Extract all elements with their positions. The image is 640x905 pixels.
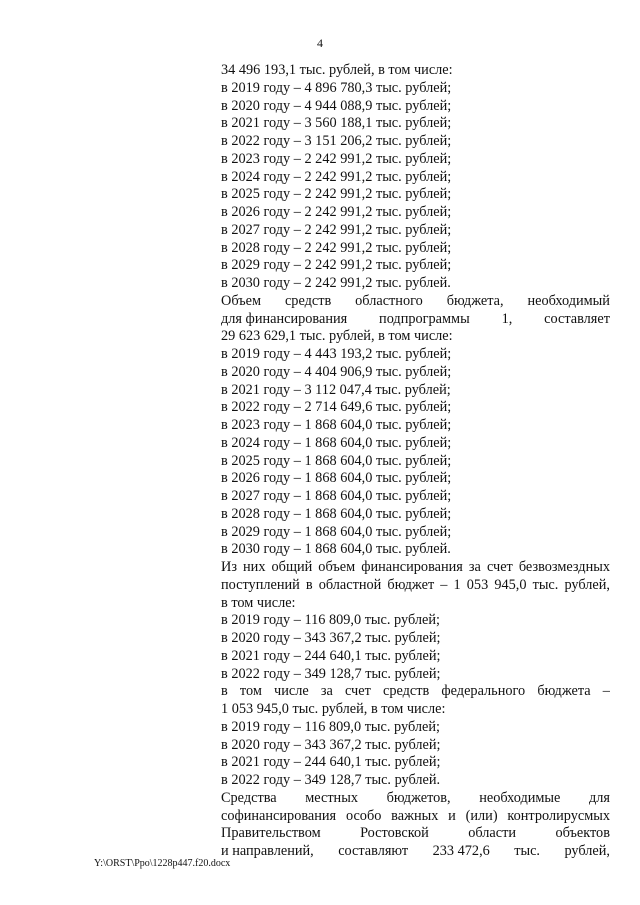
text-word: за	[320, 683, 333, 700]
text-word: Правительством	[221, 825, 321, 842]
text-word: необходимый	[527, 292, 610, 309]
text-line: в 2030 году – 2 242 991,2 тыс. рублей.	[221, 275, 451, 291]
text-line: софинансирования особо важных и (или) контролирусмых	[221, 807, 610, 824]
text-word: подпрограммы	[379, 310, 470, 327]
text-line: в 2022 году – 3 151 206,2 тыс. рублей;	[221, 133, 452, 149]
text-line: в 2020 году – 343 367,2 тыс. рублей;	[221, 736, 441, 753]
text-word: –	[602, 683, 610, 700]
text-line: в 2025 году – 1 868 604,0 тыс. рублей;	[221, 452, 452, 469]
text-line: в 2021 году – 244 640,1 тыс. рублей;	[221, 754, 441, 771]
text-line: в 2021 году – 3 560 188,1 тыс. рублей;	[221, 115, 452, 132]
text-line	[221, 790, 610, 808]
text-line: в 2020 году – 343 367,2 тыс. рублей;	[221, 630, 441, 646]
text-line: в 2022 году – 349 128,7 тыс. рублей;	[221, 665, 441, 682]
text-word: местных	[305, 789, 358, 806]
text-word: областного	[355, 292, 423, 309]
text-line: в 2022 году – 349 128,7 тыс. рублей.	[221, 772, 441, 788]
text-line: в 2019 году – 4 443 193,2 тыс. рублей;	[221, 346, 452, 362]
text-line: в 2026 году – 2 242 991,2 тыс. рублей;	[221, 204, 452, 220]
text-word: составляют	[338, 843, 409, 859]
text-word: рублей,	[564, 843, 610, 859]
text-word: и направлений,	[221, 843, 314, 859]
text-line: в 2022 году – 2 714 649,6 тыс. рублей;	[221, 399, 452, 416]
text-word: бюджета,	[446, 292, 504, 309]
text-line: в 2019 году – 116 809,0 тыс. рублей;	[221, 612, 440, 629]
text-line: в 2029 году – 2 242 991,2 тыс. рублей;	[221, 257, 452, 274]
text-word: бюджета	[537, 683, 591, 700]
text-line: в 2019 году – 116 809,0 тыс. рублей;	[221, 718, 440, 735]
text-line: в 2030 году – 1 868 604,0 тыс. рублей.	[221, 541, 451, 558]
text-word: средств	[284, 292, 332, 309]
text-word: для	[588, 789, 610, 806]
text-line: в 2027 году – 1 868 604,0 тыс. рублей;	[221, 488, 452, 504]
text-word: Объем	[221, 292, 262, 309]
text-line: в 2026 году – 1 868 604,0 тыс. рублей;	[221, 470, 452, 487]
text-word: бюджетов,	[386, 789, 451, 806]
footer-file-path: Y:\ORST\Ppo\1228p447.f20.docx	[94, 858, 231, 869]
text-word: 1,	[501, 310, 513, 327]
text-line: в том числе:	[221, 594, 296, 611]
text-word: необходимые	[479, 789, 561, 806]
text-word: в	[221, 683, 228, 700]
text-line: в 2029 году – 1 868 604,0 тыс. рублей;	[221, 523, 452, 540]
document-body	[221, 62, 610, 861]
text-line: в 2024 году – 2 242 991,2 тыс. рублей;	[221, 168, 452, 185]
text-line	[221, 825, 610, 843]
text-line	[221, 843, 610, 861]
text-line	[221, 683, 610, 701]
text-line: в 2020 году – 4 404 906,9 тыс. рублей;	[221, 363, 452, 380]
text-word: средств	[382, 683, 430, 700]
text-word: том	[239, 683, 262, 700]
text-line: 29 623 629,1 тыс. рублей, в том числе:	[221, 328, 453, 345]
text-line: 34 496 193,1 тыс. рублей, в том числе:	[221, 62, 453, 78]
text-line: в 2019 году – 4 896 780,3 тыс. рублей;	[221, 79, 452, 96]
text-line: в 2028 году – 1 868 604,0 тыс. рублей;	[221, 505, 452, 522]
text-line: в 2021 году – 3 112 047,4 тыс. рублей;	[221, 381, 451, 398]
text-word: Средства	[221, 789, 277, 806]
text-line	[221, 293, 610, 311]
text-word: области	[468, 825, 516, 842]
text-line: в 2024 году – 1 868 604,0 тыс. рублей;	[221, 434, 452, 451]
text-word: федерального	[441, 683, 526, 700]
text-line: в 2021 году – 244 640,1 тыс. рублей;	[221, 647, 441, 664]
text-line: в 2028 году – 2 242 991,2 тыс. рублей;	[221, 239, 452, 256]
text-line	[221, 311, 610, 329]
text-line: в 2020 году – 4 944 088,9 тыс. рублей;	[221, 97, 452, 114]
text-word: объектов	[555, 825, 610, 842]
text-line: в 2023 году – 1 868 604,0 тыс. рублей;	[221, 417, 452, 433]
text-line: в 2027 году – 2 242 991,2 тыс. рублей;	[221, 221, 452, 238]
page-number: 4	[317, 36, 323, 50]
text-line: в 2025 году – 2 242 991,2 тыс. рублей;	[221, 186, 452, 203]
text-line: Из них общий объем финансирования за счет безвозмездных	[221, 559, 610, 575]
text-word: для финансирования	[221, 310, 348, 327]
text-word: 233 472,6	[432, 843, 490, 859]
text-line: в 2023 году – 2 242 991,2 тыс. рублей;	[221, 150, 452, 167]
text-word: тыс.	[514, 843, 541, 859]
text-word: Ростовской	[360, 825, 429, 842]
text-line: 1 053 945,0 тыс. рублей, в том числе:	[221, 701, 446, 717]
text-word: составляет	[544, 310, 610, 327]
text-word: счет	[344, 683, 371, 700]
text-line: поступлений в областной бюджет – 1 053 945,0 тыс. рублей,	[221, 576, 610, 593]
text-word: числе	[274, 683, 309, 700]
